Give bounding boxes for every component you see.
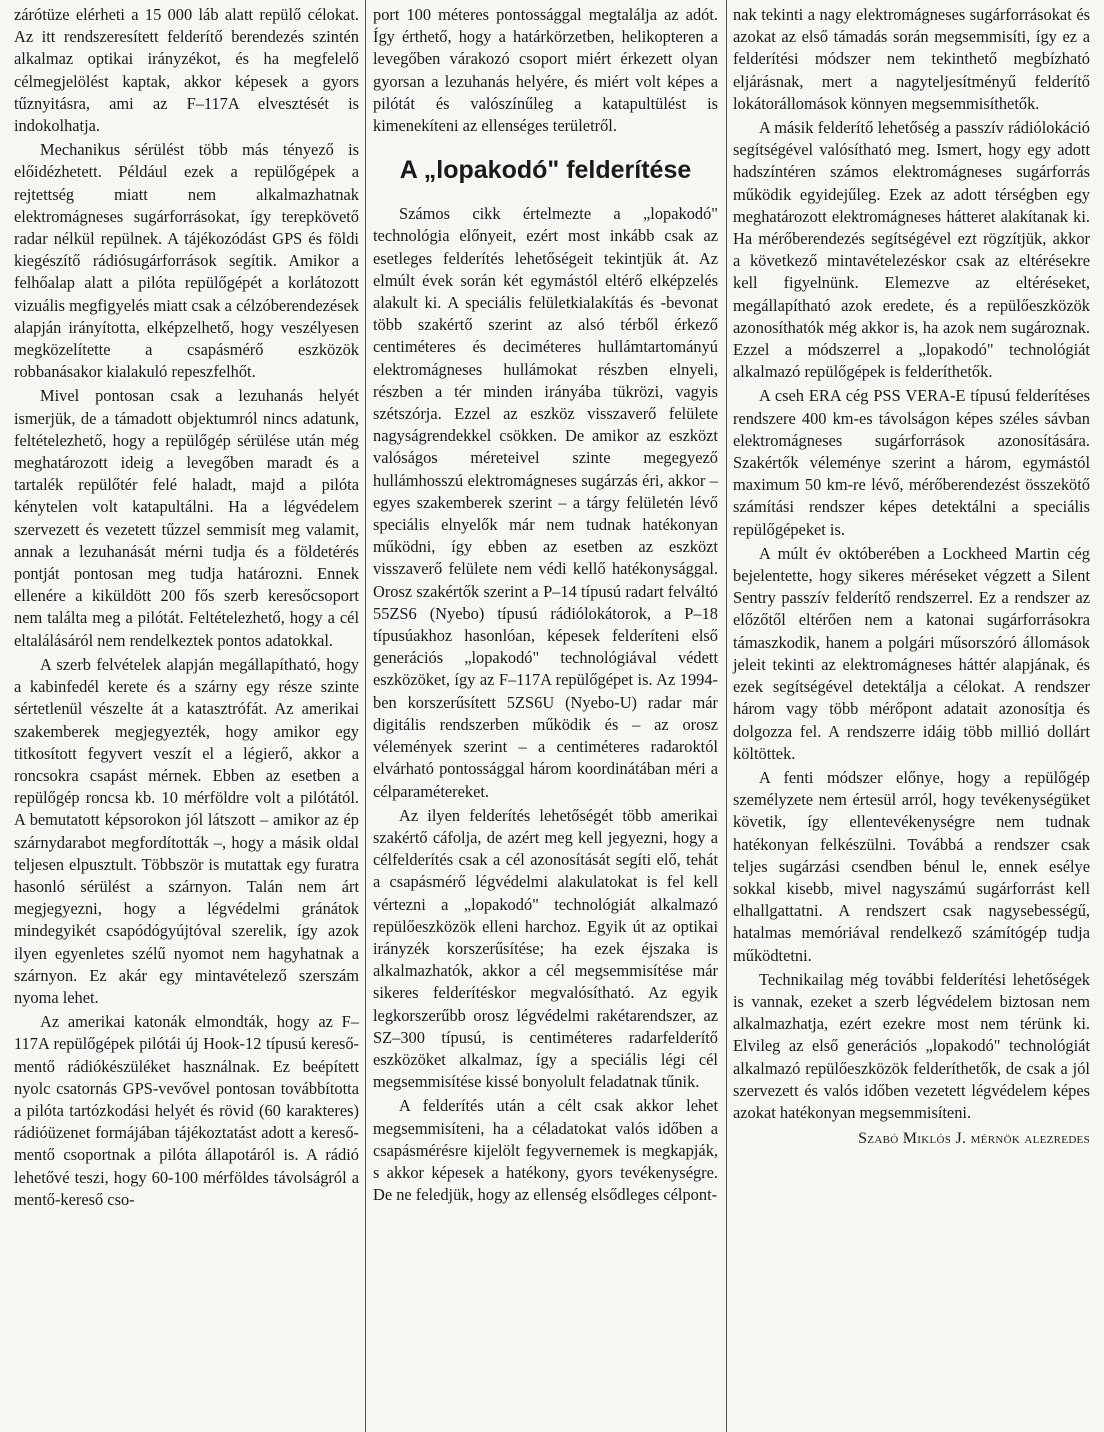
paragraph: Technikailag még további felderítési lehetőségek is vannak, ezeket a szerb légvédelem biztosan nem alkalmazhatja, ezért ezekre most nem térünk ki. Elvileg az első generációs „lopakodó" technológiát alkalmazó repülőeszközök felderíthetők, de csak a jól szervezett és valós időben vezetett légvédelem képes azokat hatékonyan megsemmisíteni. xyxy=(733,969,1090,1122)
paragraph: A szerb felvételek alapján megállapítható, hogy a kabinfedél kerete és a szárny egy része szinte sértetlenül vészelte át a katasztrófát. Az amerikai szakemberek megjegyezték, hogy amikor egy titkosított fegyvert veszít el a légierő, akkor a roncsokra csapást mérnek. Ebben az esetben a repülőgép roncsa kb. 10 mérföldre volt a pilótától. A bemutatott képsorokon jól látszott – amikor az ép szárnydarabot megfordították –, hogy a másik oldal teljesen elpusztult. Többször is mutattak egy furatra hasonló sérülést a szárnyon. Talán nem árt megjegyezni, hogy a légvédelmi gránátok mindegyikét csapódógyújtóval szerelik, így azok ilyen egyenletes szélű nyomot nem hagyhatnak a szárnyon. Ez akár egy mintavételező szerszám nyoma lehet. xyxy=(14,654,359,1007)
paragraph: Az amerikai katonák elmondták, hogy az F–117A repülőgépek pilótái új Hook-12 típusú kereső-mentő rádiókészüléket használnak. Ez beépített nyolc csatornás GPS-vevővel pontosan továbbította a pilóta tartózkodási helyét és rövid (60 karakteres) rádióüzenet formájában tájékoztatást adott a kereső-mentő csoportnak a pilóta állapotáról is. A rádió lehetővé teszi, hogy 60-100 mérföldes távolságról a mentő-kereső cso- xyxy=(14,1012,359,1209)
paragraph: nak tekinti a nagy elektromágneses sugárforrásokat és azokat az első támadás során megsemmisíti, így ez a felderítési módszer nem tekinthető megbízható eljárásnak, mert a nagyteljesítményű felderítő lokátorállomások könnyen megsemmisíthetők. xyxy=(733,5,1090,113)
paragraph: port 100 méteres pontossággal megtalálja az adót. Így érthető, hogy a határkörzetben, helikopteren a levegőben várakozó csoport miért érkezett olyan gyorsan a lezuhanás helyére, és miért volt képes a pilótát és valószínűleg a katapultülést is kimenekíteni az ellenséges területről. xyxy=(373,5,718,136)
paragraph: A cseh ERA cég PSS VERA-E típusú felderítéses rendszere 400 km-es távolságon képes széles sávban elektromágneses sugárforrások azonosítására. Szakértők véleménye szerint a három, egymástól maximum 50 km-re lévő, mérőberendezést összekötő számítási rendszer képes detektálni a speciális repülőgépeket is. xyxy=(733,386,1090,539)
column-divider xyxy=(726,0,727,1432)
paragraph: A felderítés után a célt csak akkor lehet megsemmisíteni, ha a céladatokat valós időben a csapásmérésre kijelölt fegyvernemek is megkapják, s akkor képesek a hatékony, gyors tevékenységre. De ne feledjük, hogy az ellenség elsődleges célpont- xyxy=(373,1096,718,1205)
paragraph: Mivel pontosan csak a lezuhanás helyét ismerjük, de a támadott objektumról nincs adatunk, feltételezhető, hogy a repülőgép sérülése után még meghatározott ideig a levegőben maradt és a tartalék repülőtér felé haladt, majd a pilóta kénytelen volt katapultálni. Ha a légvédelem szervezett és vezetett tűzzel semmisít meg valamit, annak a lezuhanását mérni tudja és a földetérés pontját pontosan meg tudja határozni. Ennek ellenére a kiküldött 200 fős szerb keresőcsoport nem találta meg a pilótát. Feltételezhető, hogy a cél eltalálásáról nem rendelkeztek pontos adatokkal. xyxy=(14,386,359,650)
paragraph: zárótüze elérheti a 15 000 láb alatt repülő célokat. Az itt rendszeresített felderítő berendezés szintén alkalmaz optikai irányzékot, és ha megfelelő célmegjelölést kaptak, akkor képesek a gyors tűznyitásra, ami az F–117A elvesztését is indokolhatja. xyxy=(14,5,359,136)
article-column-2 xyxy=(373,4,718,1206)
section-heading: A „lopakodó" felderítése xyxy=(399,156,692,185)
paragraph: Mechanikus sérülést több más tényező is előidézhetett. Például ezek a repülőgépek a rejtettség miatt nem alkalmazhatnak elektromágneses sugárforrásokat, így terepkövető radar nélkül repülnek. A tájékozódást GPS és földi kiegészítő rádiósugárforrások segítik. Amikor a felhőalap alatt a pilóta repülőgépét a korlátozott vizuális megfigyelés miatt csak a célzóberendezések alapján irányította, elképzelhető, hogy veszélyesen megközelítette a csapásmérő eszközök robbanásakor kialakuló repeszfelhőt. xyxy=(14,140,359,382)
paragraph: Számos cikk értelmezte a „lopakodó" technológia előnyeit, ezért most inkább csak az esetleges felderítés lehetőségeit tekintjük át. Az elmúlt évek során két egymástól eltérő elképzelés alakult ki. A speciális felületkialakítás és -bevonat több szakértő szerint az alsó térből érkező centiméteres és deciméteres hullámtartományú elektromágneses hullámokat részben elnyeli, részben a tér minden irányába tükrözi, vagyis szétszórja. Ezzel az eszköz visszaverő felülete nagyságrendekkel csökken. De amikor az eszközt valóságos méreteivel szinte megegyező hullámhosszú elektromágneses sugárzás éri, akkor – egyes szakemberek szerint – a tárgy felületén lévő speciális elnyelők már nem tudnak hatékonyan működni, így ebben az esetben az eszközt visszaverő felülete nem védi kellő hatékonysággal. Orosz szakértők szerint a P–14 típusú radart felváltó 55ZS6 (Nyebo) típusú rádiólokátorok, a P–18 típusúakhoz hasonlóan, képesek felderíteni első generációs „lopakodó" technológiával védett eszközöket, így az F–117A repülőgépet is. Az 1994-ben korszerűsített 5ZS6U (Nyebo-U) radar már digitális rendszerben működik és – az orosz vélemények szerint – a centiméteres radaroktól elvárható pontossággal három koordinátában méri a célparamétereket. xyxy=(373,204,718,801)
paragraph: A másik felderítő lehetőség a passzív rádiólokáció segítségével valósítható meg. Ismert, hogy egy adott hadszíntéren számos elektromágneses sugárforrás működik egyidejűleg. Ezek az adott térségben egy meghatározott elektromágneses hátteret alakítanak ki. Ha mérőberendezés segítségével ezt rögzítjük, akkor a következő mintavételezéskor csak az eltérésekre kell figyelnünk. Elemezve az eltéréseket, megállapítható azok eredete, és a repülőeszközök azonosíthatók még akkor is, ha azok nem sugároznak. Ezzel a módszerrel a „lopakodó" technológiát alkalmazó repülőgépek is felderíthetők. xyxy=(733,118,1090,382)
paragraph: A múlt év októberében a Lockheed Martin cég bejelentette, hogy sikeres méréseket végzett a Silent Sentry passzív felderítő rendszerrel. Ez a rendszer az előzőtől eltérően nem a katonai sugárforrásokra támaszkodik, hanem a polgári műsorszóró állomások jeleit tekinti az elektromágneses háttér alapjának, és ezek segítségével detektálja a célokat. A rendszer három vagy több mérőpont adatait azonosítja és dolgozza fel. A rendszerre idáig több millió dollárt költöttek. xyxy=(733,543,1090,763)
article-column-3 xyxy=(733,4,1090,1150)
author-byline: Szabó Miklós J. mérnök alezredes xyxy=(858,1130,1090,1148)
paragraph: Az ilyen felderítés lehetőségét több amerikai szakértő cáfolja, de azért meg kell jegyezni, hogy a célfelderítés csak a cél azonosítását segíti elő, tehát a csapásmérő légvédelmi alakulatokat is fel kell vértezni a „lopakodó" technológiát alkalmazó repülőeszközök elleni harchoz. Egyik út az optikai irányzék korszerűsítése; ha ezek éjszaka is alkalmazhatók, akkor a cél megsemmisítése már sikeres felderítéskor megvalósítható. Az egyik legkorszerűbb orosz légvédelmi rakétarendszer, az SZ–300 típusú, is centiméteres radarfelderítő eszközöket alkalmaz, így a speciális légi cél megsemmisítése kissé bonyolult feladatnak tűnik. xyxy=(373,805,718,1092)
column-divider xyxy=(365,0,366,1432)
paragraph: A fenti módszer előnye, hogy a repülőgép személyzete nem értesül arról, hogy tevékenységüket követik, így ellentevékenységre nem tudnak hatékonyan felkészülni. Továbbá a rendszer csak teljes sugárzási csendben bénul le, ennek esélye sokkal kisebb, mivel nagyszámú sugárforrást kell elhallgattatni. A rendszert csak nagysebességű, hatalmas memóriával rendelkező számítógép tudja működtetni. xyxy=(733,767,1090,965)
article-column-1 xyxy=(14,4,359,1211)
